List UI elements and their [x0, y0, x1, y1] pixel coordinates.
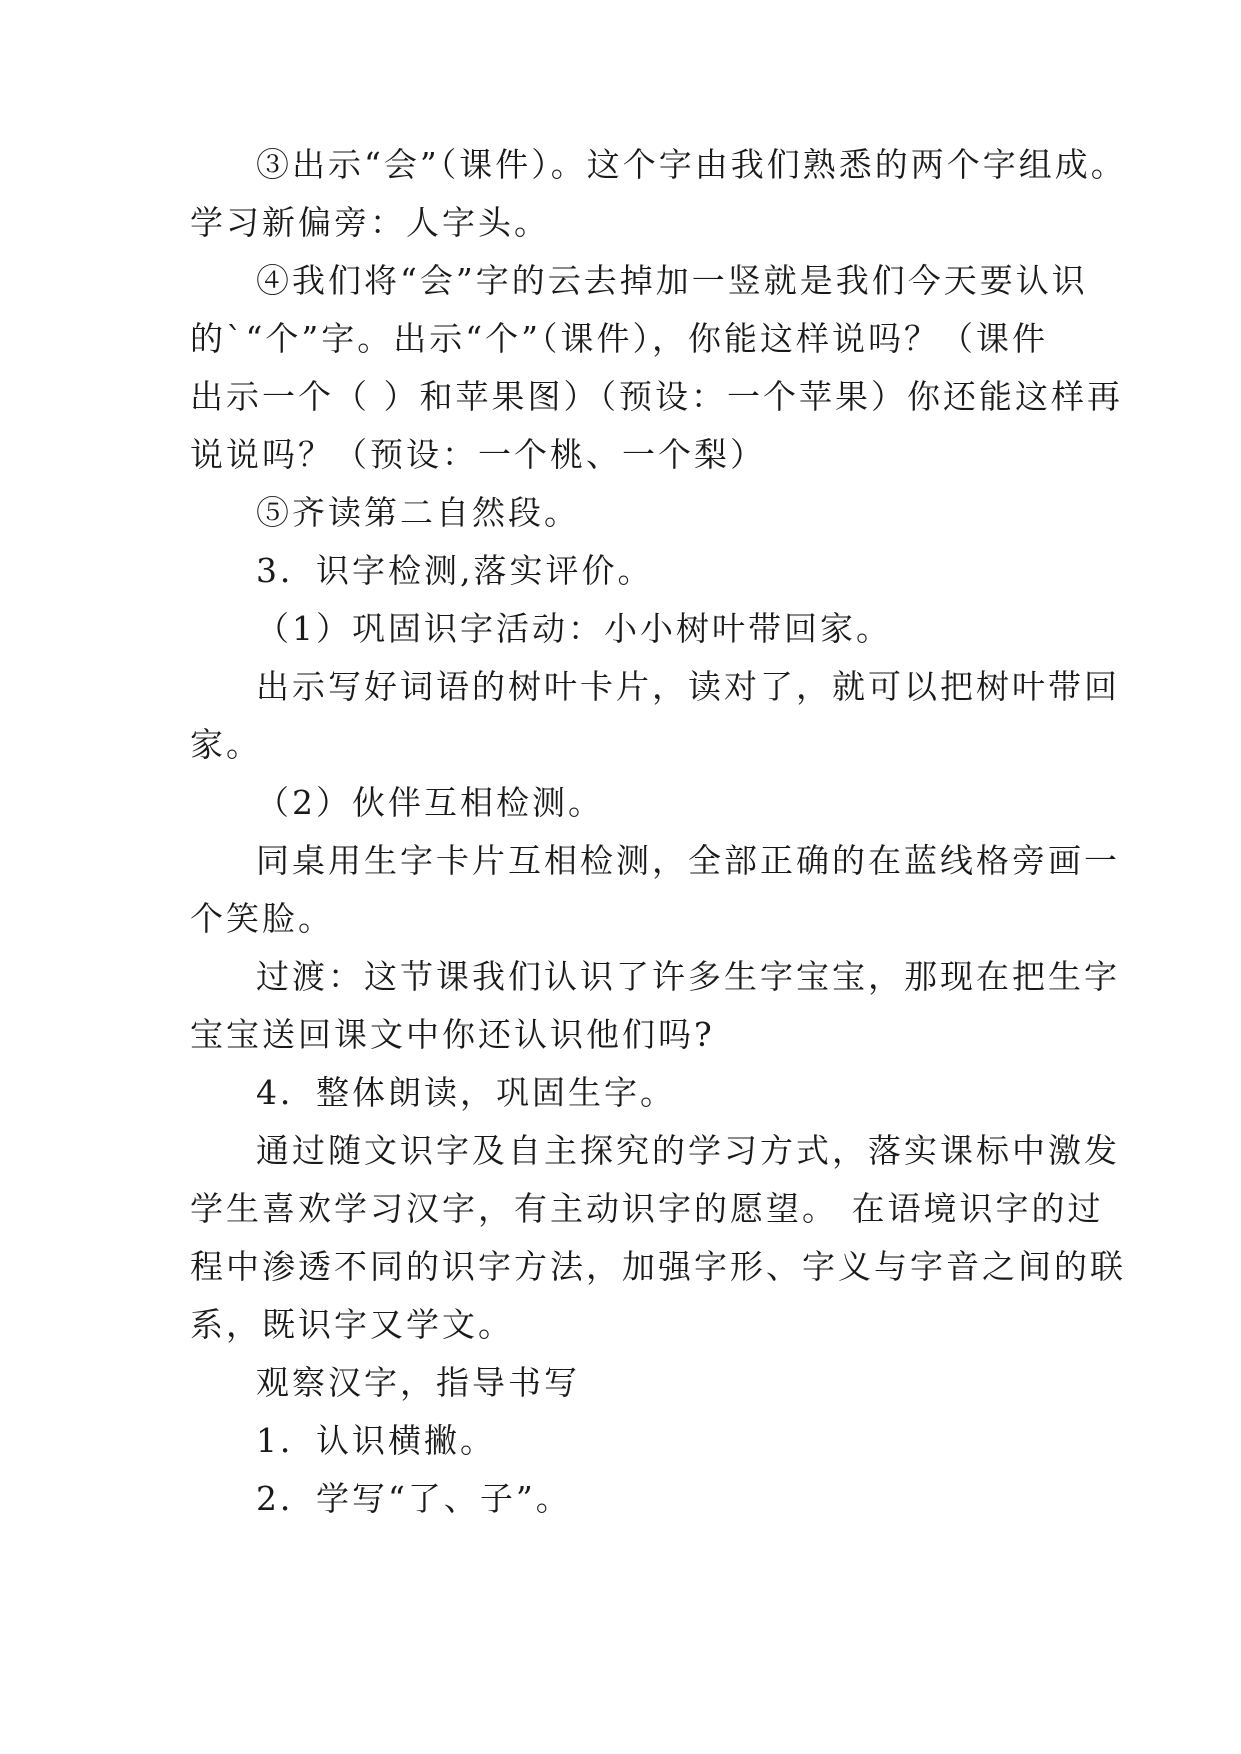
paragraph-line: （1）巩固识字活动：小小树叶带回家。	[256, 609, 892, 648]
paragraph-line: 3．识字检测,落实评价。	[256, 551, 654, 590]
paragraph-line: 程中渗透不同的识字方法，加强字形、字义与字音之间的联	[190, 1247, 1126, 1286]
paragraph-line: 出示一个（ ）和苹果图）（预设：一个苹果）你还能这样再	[190, 377, 1123, 416]
paragraph-line: 1．认识横撇。	[256, 1421, 496, 1460]
paragraph-line: ⑤齐读第二自然段。	[256, 493, 580, 532]
paragraph-line: ③出示“会”（课件）。这个字由我们熟悉的两个字组成。	[256, 145, 1127, 184]
paragraph-line: （2）伙伴互相检测。	[256, 783, 604, 822]
paragraph-line: 4．整体朗读，巩固生字。	[256, 1073, 676, 1112]
paragraph-line: 宝宝送回课文中你还认识他们吗?	[190, 1015, 715, 1054]
paragraph-line: 的`“个”字。出示“个”（课件），你能这样说吗？（课件	[190, 319, 1048, 358]
paragraph-line: 学习新偏旁：人字头。	[190, 203, 550, 242]
paragraph-line: 通过随文识字及自主探究的学习方式，落实课标中激发	[256, 1131, 1120, 1170]
section-heading: 观察汉字，指导书写	[256, 1363, 580, 1402]
paragraph-line: 2．学写“了、子”。	[256, 1479, 572, 1518]
paragraph-line: 学生喜欢学习汉字，有主动识字的愿望。 在语境识字的过	[190, 1189, 1104, 1228]
paragraph-line: 过渡：这节课我们认识了许多生字宝宝，那现在把生字	[256, 957, 1120, 996]
paragraph-line: 系，既识字又学文。	[190, 1305, 514, 1344]
paragraph-line: 出示写好词语的树叶卡片，读对了，就可以把树叶带回	[256, 667, 1120, 706]
paragraph-line: ④我们将“会”字的云去掉加一竖就是我们今天要认识	[256, 261, 1088, 300]
paragraph-line: 家。	[190, 725, 262, 764]
paragraph-line: 个笑脸。	[190, 899, 334, 938]
paragraph-line: 同桌用生字卡片互相检测，全部正确的在蓝线格旁画一	[256, 841, 1120, 880]
paragraph-line: 说说吗？（预设：一个桃、一个梨）	[190, 435, 766, 474]
